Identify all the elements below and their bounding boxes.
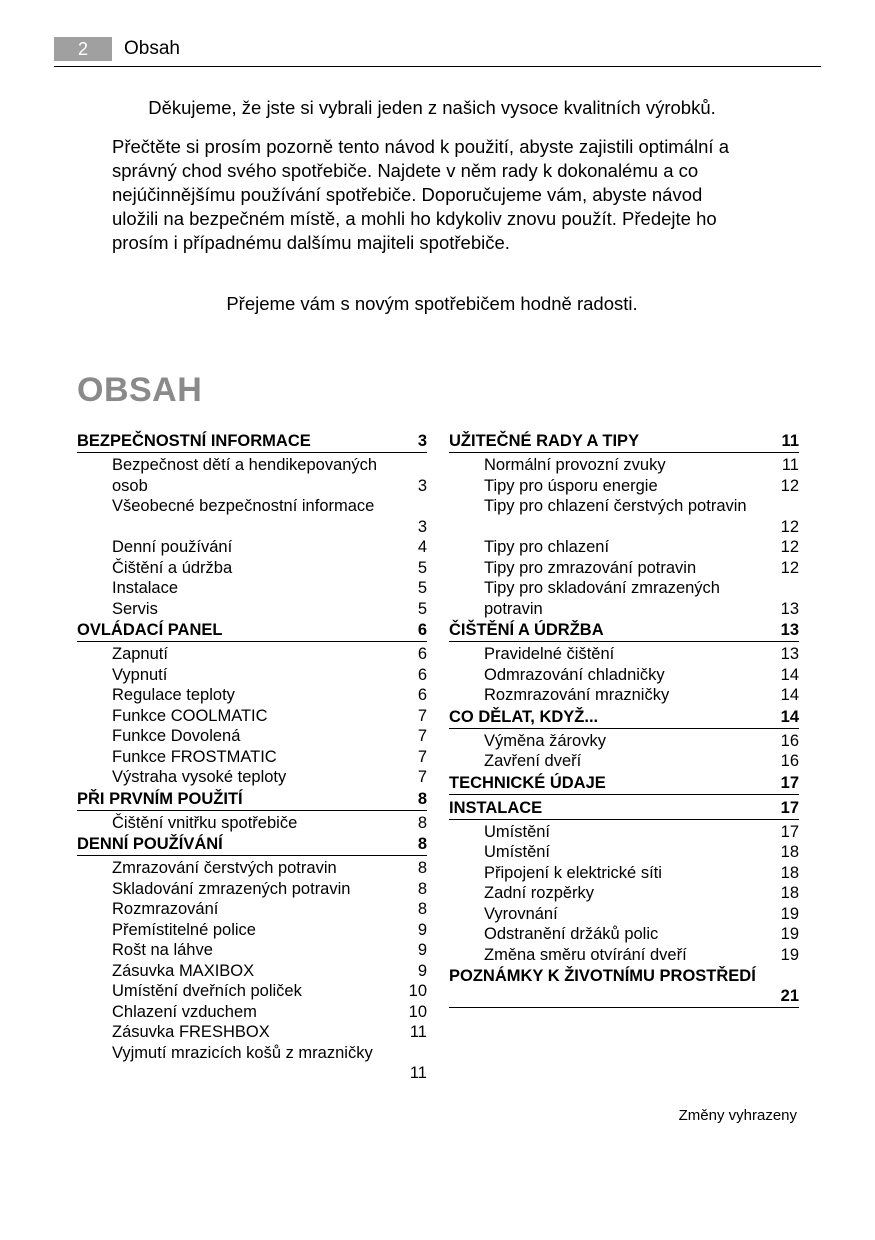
toc-entry-text: Zadní rozpěrky <box>484 884 595 902</box>
toc-entry-page: 19 <box>780 925 799 943</box>
toc-entry-text: Zásuvka MAXIBOX <box>112 961 255 980</box>
toc-entry-text: Vyrovnání <box>484 904 558 923</box>
toc-entry-page: 5 <box>417 558 427 577</box>
toc-entry-text: Tipy pro chlazení čerstvých potravin <box>484 497 747 515</box>
toc-section-title: UŽITEČNÉ RADY A TIPY <box>449 432 640 450</box>
toc-entry[interactable] <box>77 940 427 961</box>
toc-entry-text: Tipy pro úsporu energie <box>484 476 658 495</box>
toc-entry-text: Skladování zmrazených potravin <box>112 879 351 898</box>
toc-entry-text: Servis <box>112 599 158 618</box>
toc-entry-page: 5 <box>417 579 427 597</box>
toc-right-column <box>449 430 799 1010</box>
toc-section-heading[interactable] <box>77 833 427 856</box>
toc-section-heading[interactable] <box>449 430 799 453</box>
toc-entry-page: 9 <box>417 920 427 939</box>
toc-entry-page: 13 <box>780 645 799 663</box>
toc-entry[interactable] <box>77 813 427 834</box>
toc-section-title: INSTALACE <box>449 798 543 817</box>
toc-entry-page: 12 <box>780 538 799 556</box>
toc-entry[interactable] <box>77 644 427 665</box>
toc-entry-page: 8 <box>417 900 427 918</box>
toc-entry-page: 19 <box>780 904 799 923</box>
header-title: Obsah <box>124 38 180 59</box>
toc-entry[interactable] <box>449 822 799 843</box>
toc-entry-page: 7 <box>417 727 427 745</box>
toc-entry[interactable] <box>77 858 427 879</box>
toc-entry-text: Rozmrazování <box>112 900 219 918</box>
intro-wish: Přejeme vám s novým spotřebičem hodně radosti. <box>226 293 638 314</box>
toc-section-title: BEZPEČNOSTNÍ INFORMACE <box>77 432 311 450</box>
toc-entry-text: Zásuvka FRESHBOX <box>112 1023 270 1041</box>
toc-entry[interactable] <box>449 558 799 579</box>
toc-section-title: CO DĚLAT, KDYŽ... <box>449 707 599 726</box>
toc-entry-text: Umístění <box>484 822 551 841</box>
toc-entry-text: Pravidelné čištění <box>484 645 615 663</box>
toc-entry-page: 14 <box>780 665 799 684</box>
toc-entry[interactable] <box>77 1022 427 1043</box>
toc-section-page: 6 <box>417 621 427 639</box>
page-number: 2 <box>54 37 112 61</box>
toc-section-page: 3 <box>417 432 427 450</box>
toc-entry[interactable] <box>77 685 427 706</box>
toc-entry-page: 7 <box>417 768 427 786</box>
toc-entry-text: Normální provozní zvuky <box>484 456 666 474</box>
toc-entry-text: Zapnutí <box>112 645 168 663</box>
toc-entry-page: 7 <box>417 706 427 725</box>
toc-entry-page: 18 <box>780 863 799 882</box>
toc-entry-page: 12 <box>780 476 799 495</box>
footnote: Změny vyhrazeny <box>678 1107 797 1124</box>
toc-entry-text: Funkce FROSTMATIC <box>112 747 277 766</box>
toc-entry-page: 9 <box>417 961 427 980</box>
toc-entry-text: Vyjmutí mrazicích košů z mrazničky <box>112 1043 373 1062</box>
toc-entry[interactable] <box>449 904 799 925</box>
toc-entry-page: 16 <box>780 752 799 770</box>
toc-entry-page: 3 <box>417 517 427 536</box>
toc-section-page: 17 <box>780 773 799 792</box>
toc-entry[interactable] <box>77 726 427 747</box>
toc-entry[interactable] <box>77 578 427 599</box>
toc-entry[interactable] <box>77 961 427 982</box>
toc-entry-text: Funkce Dovolená <box>112 727 241 745</box>
toc-entry-text: Denní používání <box>112 538 233 556</box>
toc-entry-page: 19 <box>780 945 799 964</box>
toc-section-heading[interactable] <box>449 706 799 729</box>
toc-entry-text: Zavření dveří <box>484 752 582 770</box>
toc-entry-page: 13 <box>780 599 799 618</box>
toc-section-page: 21 <box>780 987 799 1005</box>
toc-entry[interactable] <box>449 842 799 863</box>
toc-entry-text: Vypnutí <box>112 665 168 684</box>
toc-entry[interactable] <box>449 644 799 665</box>
toc-entry[interactable] <box>449 883 799 904</box>
toc-section-page: 8 <box>417 789 427 808</box>
toc-section-page: 14 <box>780 707 799 726</box>
toc-entry-text: Chlazení vzduchem <box>112 1002 257 1021</box>
toc-entry[interactable] <box>449 751 799 772</box>
toc-section-title: ČIŠTĚNÍ A ÚDRŽBA <box>449 621 604 639</box>
toc-entry-text: Výstraha vysoké teploty <box>112 768 287 786</box>
toc-entry-text: Instalace <box>112 579 179 597</box>
toc-entry-text: Umístění <box>484 843 551 861</box>
toc-entry[interactable] <box>77 706 427 727</box>
toc-entry-text: Rošt na láhve <box>112 941 213 959</box>
toc-entry-text: Odstranění držáků polic <box>484 925 659 943</box>
toc-entry-page: 9 <box>417 941 427 959</box>
toc-entry-text: Připojení k elektrické síti <box>484 863 662 882</box>
intro-body: Přečtěte si prosím pozorně tento návod k použití, abyste zajistili optimální a správný chod svého spotřebiče. Najdete v něm rady k dokonalému a co nejúčinnějšímu používání spotřebiče. Doporučujeme vám, abyste návod uložili na bezpečném místě, a mohli ho kdykoliv znovu použít. Předejte ho prosím i případnému dalšímu majiteli spotřebiče. <box>112 136 729 253</box>
toc-section-title: DENNÍ POUŽÍVÁNÍ <box>77 835 223 853</box>
toc-entry[interactable] <box>77 496 427 537</box>
toc-entry-text: Tipy pro zmrazování potravin <box>484 558 697 577</box>
toc-entry-text: Bezpečnost dětí a hendikepovaných osob <box>112 456 378 495</box>
toc-entry[interactable] <box>77 981 427 1002</box>
toc-section-page: 13 <box>780 621 799 639</box>
toc-entry[interactable] <box>77 767 427 788</box>
toc-entry-text: Zmrazování čerstvých potravin <box>112 859 337 877</box>
toc-entry-page: 11 <box>409 1064 427 1082</box>
toc-entry-text: Přemístitelné police <box>112 920 256 939</box>
toc-entry[interactable] <box>449 685 799 706</box>
toc-entry[interactable] <box>449 476 799 497</box>
toc-section-page: 11 <box>781 432 799 450</box>
toc-entry[interactable] <box>449 455 799 476</box>
toc-title: OBSAH <box>77 371 203 409</box>
toc-section-title: POZNÁMKY K ŽIVOTNÍMU PROSTŘEDÍ <box>449 967 756 985</box>
toc-entry-page: 6 <box>417 665 427 684</box>
toc-entry-page: 17 <box>780 822 799 841</box>
toc-entry-page: 18 <box>780 843 799 861</box>
toc-entry-page: 11 <box>781 456 799 474</box>
toc-entry-page: 6 <box>417 686 427 704</box>
toc-entry-page: 3 <box>417 476 427 495</box>
toc-entry-page: 8 <box>417 813 427 832</box>
toc-entry-page: 12 <box>780 558 799 577</box>
toc-entry[interactable] <box>449 578 799 619</box>
toc-section-page: 17 <box>780 798 799 817</box>
toc-section-title: OVLÁDACÍ PANEL <box>77 621 223 639</box>
toc-entry[interactable] <box>77 665 427 686</box>
toc-entry[interactable] <box>77 558 427 579</box>
toc-left-column <box>77 430 427 1084</box>
toc-entry-text: Čištění vnitřku spotřebiče <box>112 813 298 832</box>
toc-entry[interactable] <box>77 537 427 558</box>
toc-entry[interactable] <box>77 920 427 941</box>
toc-entry[interactable] <box>449 945 799 966</box>
toc-entry-page: 8 <box>417 859 427 877</box>
toc-entry-page: 8 <box>417 879 427 898</box>
toc-entry-text: Rozmrazování mrazničky <box>484 686 670 704</box>
toc-entry-page: 5 <box>417 599 427 618</box>
toc-entry-page: 10 <box>408 1002 427 1021</box>
toc-entry-text: Odmrazování chladničky <box>484 665 665 684</box>
toc-entry-page: 7 <box>417 747 427 766</box>
toc-entry[interactable] <box>77 747 427 768</box>
toc-section-heading[interactable] <box>449 965 799 1008</box>
toc-section-heading[interactable] <box>449 797 799 820</box>
intro-thanks: Děkujeme, že jste si vybrali jeden z našich vysoce kvalitních výrobků. <box>148 97 716 118</box>
toc-entry-page: 14 <box>780 686 799 704</box>
toc-entry[interactable] <box>449 665 799 686</box>
toc-entry-text: Všeobecné bezpečnostní informace <box>112 497 375 515</box>
toc-entry-page: 12 <box>780 517 799 536</box>
toc-entry-page: 18 <box>780 884 799 902</box>
toc-entry[interactable] <box>77 599 427 620</box>
toc-entry-page: 4 <box>417 538 427 556</box>
toc-entry-page: 6 <box>417 645 427 663</box>
toc-section-heading[interactable] <box>449 619 799 642</box>
toc-section-heading[interactable] <box>77 619 427 642</box>
toc-entry[interactable] <box>77 899 427 920</box>
toc-entry[interactable] <box>77 1002 427 1023</box>
toc-entry-text: Čištění a údržba <box>112 558 233 577</box>
toc-entry[interactable] <box>449 863 799 884</box>
toc-section-heading[interactable] <box>77 430 427 453</box>
toc-entry-text: Změna směru otvírání dveří <box>484 945 687 964</box>
toc-entry[interactable] <box>449 537 799 558</box>
toc-entry-text: Tipy pro chlazení <box>484 538 610 556</box>
toc-entry-page: 10 <box>408 982 427 1000</box>
toc-entry[interactable] <box>77 455 427 496</box>
toc-entry-text: Tipy pro skladování zmrazených potravin <box>484 579 720 618</box>
toc-entry-page: 16 <box>780 731 799 750</box>
toc-entry[interactable] <box>449 496 799 537</box>
toc-entry-text: Regulace teploty <box>112 686 235 704</box>
page-header <box>54 37 821 67</box>
toc-section-title: TECHNICKÉ ÚDAJE <box>449 773 606 792</box>
toc-entry[interactable] <box>77 879 427 900</box>
toc-section-heading[interactable] <box>449 772 799 795</box>
toc-entry-text: Funkce COOLMATIC <box>112 706 268 725</box>
toc-entry[interactable] <box>449 731 799 752</box>
toc-section-page: 8 <box>417 835 427 853</box>
toc-entry-text: Umístění dveřních poliček <box>112 982 302 1000</box>
toc-entry[interactable] <box>77 1043 427 1084</box>
toc-entry[interactable] <box>449 924 799 945</box>
toc-entry-text: Výměna žárovky <box>484 731 606 750</box>
toc-section-title: PŘI PRVNÍM POUŽITÍ <box>77 789 243 808</box>
toc-entry-page: 11 <box>409 1023 427 1041</box>
toc-section-heading[interactable] <box>77 788 427 811</box>
